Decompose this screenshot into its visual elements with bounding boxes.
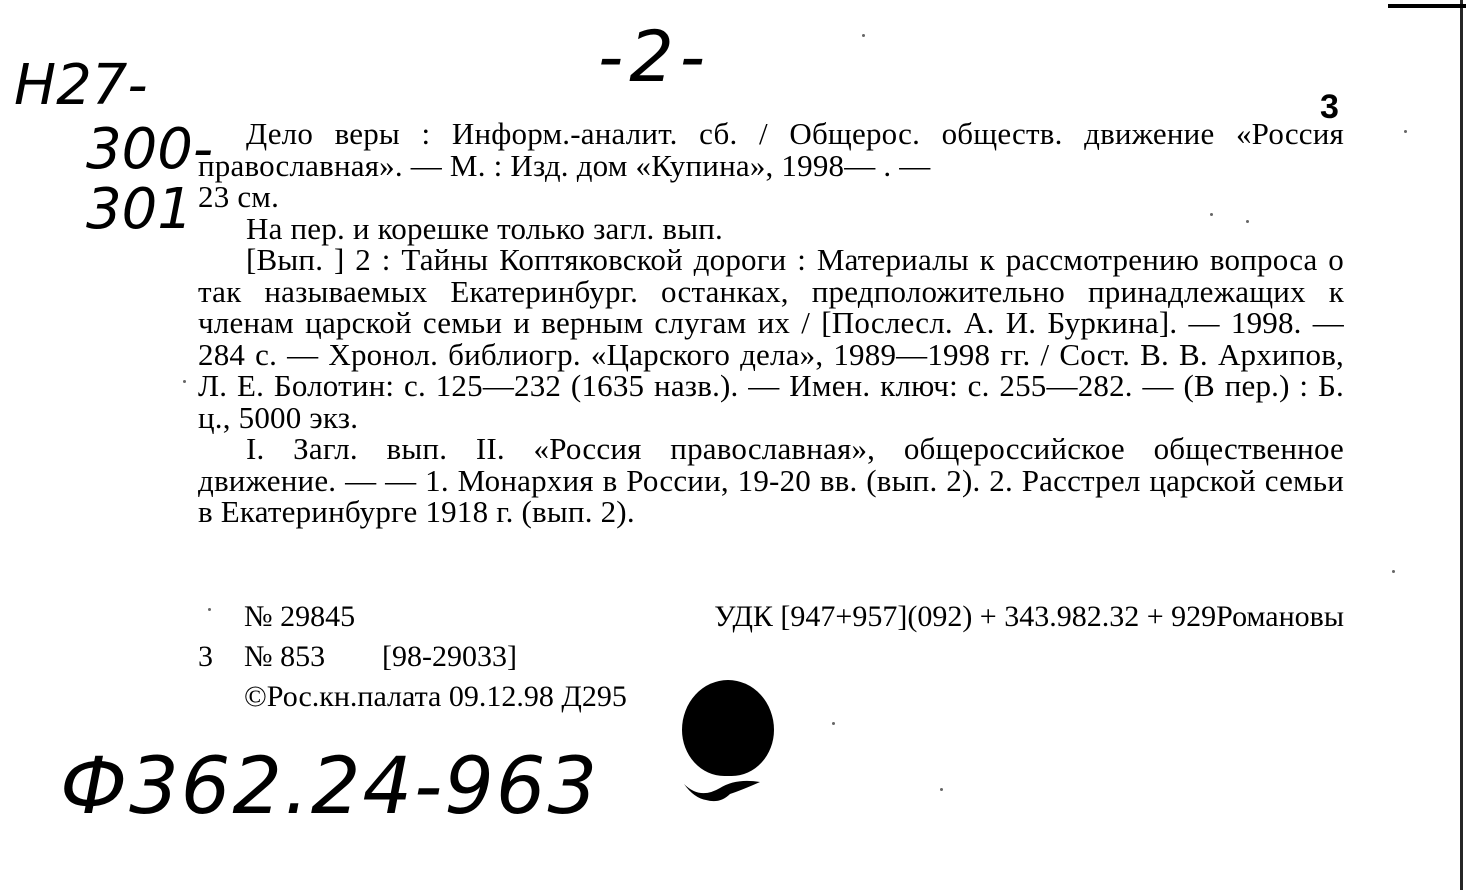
speck xyxy=(1392,570,1395,573)
speck xyxy=(1210,213,1213,216)
handwritten-call-number-2: 300- xyxy=(86,117,214,182)
card-number: 3 xyxy=(1320,88,1339,126)
entry-note-paragraph: На пер. и корешке только загл. вып. xyxy=(246,210,723,246)
card-right-edge xyxy=(1460,0,1463,890)
handwritten-page-mark: -2- xyxy=(598,16,712,98)
speck xyxy=(1246,220,1249,223)
speck xyxy=(832,722,835,725)
second-number: № 853 xyxy=(244,640,326,673)
entry-size-line: 23 см. xyxy=(198,179,280,214)
accession-number: [98-29033] xyxy=(382,640,517,673)
footer-row-1 xyxy=(198,596,1344,636)
speck xyxy=(208,608,211,611)
handwritten-call-number-3: 301 xyxy=(86,177,193,242)
footer-prefix: 3 xyxy=(198,640,213,673)
entry-issue-paragraph: [Вып. ] 2 : Тайны Коптяковской дороги : Материалы к рассмотрению вопроса о так называемых Екатеринбург. останках, предположительно принадлежащих к членам царской семьи и верным слугам их / [Послесл. А. И. Буркина]. — 1998. — 284 с. — Хронол. библиогр. «Царского дела», 1989—1998 гг. / Сост. В. В. Архипов, Л. Е. Болотин: с. 125—232 (1635 назв.). — Имен. ключ: с. 255—282. — (В пер.) : Б. ц., 5000 экз. xyxy=(198,242,1344,435)
speck xyxy=(1404,130,1407,133)
entry-headings-paragraph: I. Загл. вып. II. «Россия православная», общероссийское общественное движение. — — 1. Монархия в России, 19-20 вв. (вып. 2). 2. Расстрел царской семьи в Екатеринбурге 1918 г. (вып. 2). xyxy=(198,431,1344,529)
speck xyxy=(862,34,865,37)
bibliographic-entry xyxy=(198,118,1344,528)
speck xyxy=(940,788,943,791)
footer-row-3 xyxy=(198,676,1344,716)
entry-title-paragraph: Дело веры : Информ.-аналит. сб. / Общерос. обществ. движение «Россия православная». — М. : Изд. дом «Купина», 1998— . — xyxy=(198,116,1344,183)
card-footer xyxy=(198,596,1344,716)
record-number: № 29845 xyxy=(244,600,356,633)
ink-blot-drip xyxy=(680,770,764,806)
card-edge-mark xyxy=(1388,4,1466,8)
udk-code: УДК [947+957](092) + 343.982.32 + 929Романовы xyxy=(714,600,1344,633)
speck xyxy=(183,380,186,383)
footer-row-2 xyxy=(198,636,1344,676)
handwritten-call-number-1: Н27- xyxy=(14,53,148,118)
handwritten-bottom-call-number: Ф362.24-963 xyxy=(60,742,600,832)
ink-blot xyxy=(682,680,774,776)
copyright-line: ©Рос.кн.палата 09.12.98 Д295 xyxy=(244,680,627,713)
